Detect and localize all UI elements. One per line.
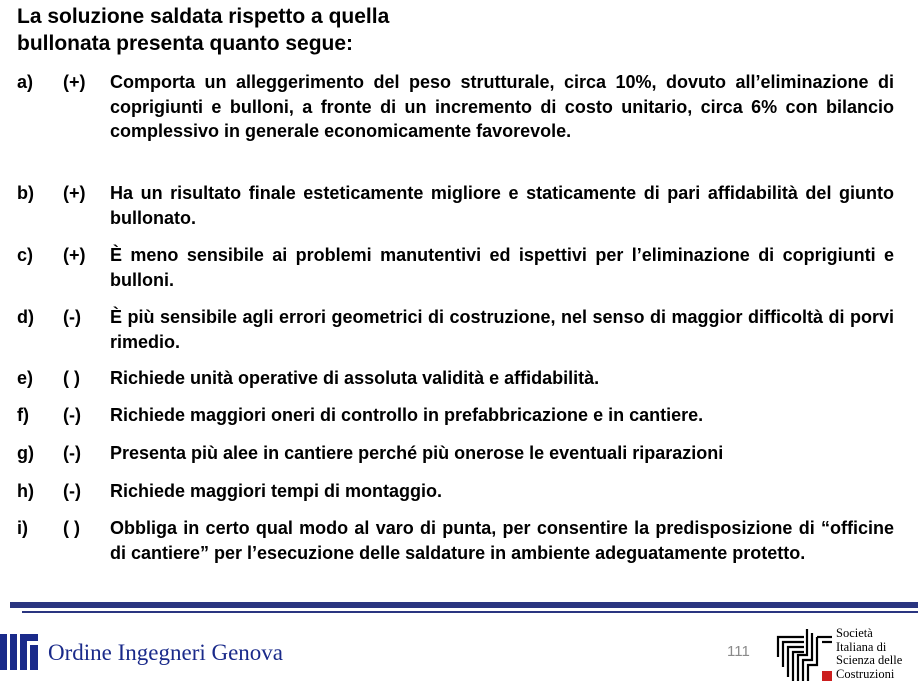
item-letter: e) <box>17 368 34 388</box>
society-name-line-3: Scienza delle <box>836 653 903 667</box>
society-name-line-2: Italiana di <box>836 639 887 654</box>
organization-name: Ordine Ingegneri Genova <box>48 640 284 665</box>
footer-divider-thick <box>10 602 918 608</box>
item-sign: (+) <box>63 245 86 265</box>
item-letter: f) <box>17 405 29 425</box>
item-text: Richiede maggiori tempi di montaggio. <box>110 481 443 501</box>
ordine-ingegneri-logo-icon <box>0 632 40 672</box>
slide-title <box>17 3 487 57</box>
society-logo-icon <box>776 627 834 683</box>
list-item-b <box>17 181 897 243</box>
list-item-f <box>17 403 897 441</box>
item-text: Obbliga in certo qual modo al varo di punta, per consentire la predisposizione di “officine di cantiere” per l’esecuzione delle saldature in ambiente adeguatamente protetto. <box>110 518 894 563</box>
item-text: Richiede maggiori oneri di controllo in prefabbricazione e in cantiere. <box>110 405 704 425</box>
item-letter: i) <box>17 518 28 538</box>
item-text: È meno sensibile ai problemi manutentivi ed ispettivi per l’eliminazione di coprigiunti e bulloni. <box>110 245 894 290</box>
society-name <box>836 627 902 681</box>
list-item-e <box>17 366 897 403</box>
item-sign: (-) <box>63 481 81 501</box>
item-letter: g) <box>17 443 34 463</box>
item-letter: a) <box>17 72 34 92</box>
item-sign: ( ) <box>63 518 80 538</box>
item-text: È più sensibile agli errori geometrici di costruzione, nel senso di maggior difficoltà di porvi rimedio. <box>110 307 894 352</box>
list-item-d <box>17 305 897 366</box>
list-item-h <box>17 479 897 516</box>
item-letter: h) <box>17 481 34 501</box>
logo-accent-square <box>822 671 832 681</box>
item-sign: (+) <box>63 72 86 92</box>
item-text: Presenta più alee in cantiere perché più onerose le eventuali riparazioni <box>110 443 724 463</box>
comparison-list <box>17 70 897 590</box>
item-text: Richiede unità operative di assoluta validità e affidabilità. <box>110 368 600 388</box>
item-sign: (+) <box>63 183 86 203</box>
footer-divider-thin <box>22 611 918 613</box>
list-item-i <box>17 516 897 590</box>
item-text: Ha un risultato finale esteticamente migliore e staticamente di pari affidabilità del giunto bullonato. <box>110 183 894 228</box>
list-item-c <box>17 243 897 305</box>
item-letter: c) <box>17 245 34 265</box>
list-item-g <box>17 441 897 479</box>
item-sign: (-) <box>63 443 81 463</box>
item-sign: (-) <box>63 307 81 327</box>
title-line-2: bullonata presenta quanto segue: <box>17 32 354 55</box>
society-name-line-1: Società <box>836 626 873 640</box>
item-text: Comporta un alleggerimento del peso strutturale, circa 10%, dovuto all’eliminazione di coprigiunti e bulloni, a fronte di un incremento di costo unitario, circa 6% con bilancio complessivo in generale economicamente favorevole. <box>110 72 894 142</box>
list-item-a <box>17 70 897 169</box>
item-sign: (-) <box>63 405 81 425</box>
page-number: 111 <box>727 643 750 660</box>
item-letter: d) <box>17 307 34 327</box>
title-line-1: La soluzione saldata rispetto a quella <box>17 5 390 28</box>
society-name-line-4: Costruzioni <box>836 666 895 681</box>
item-sign: ( ) <box>63 368 80 388</box>
item-letter: b) <box>17 183 34 203</box>
